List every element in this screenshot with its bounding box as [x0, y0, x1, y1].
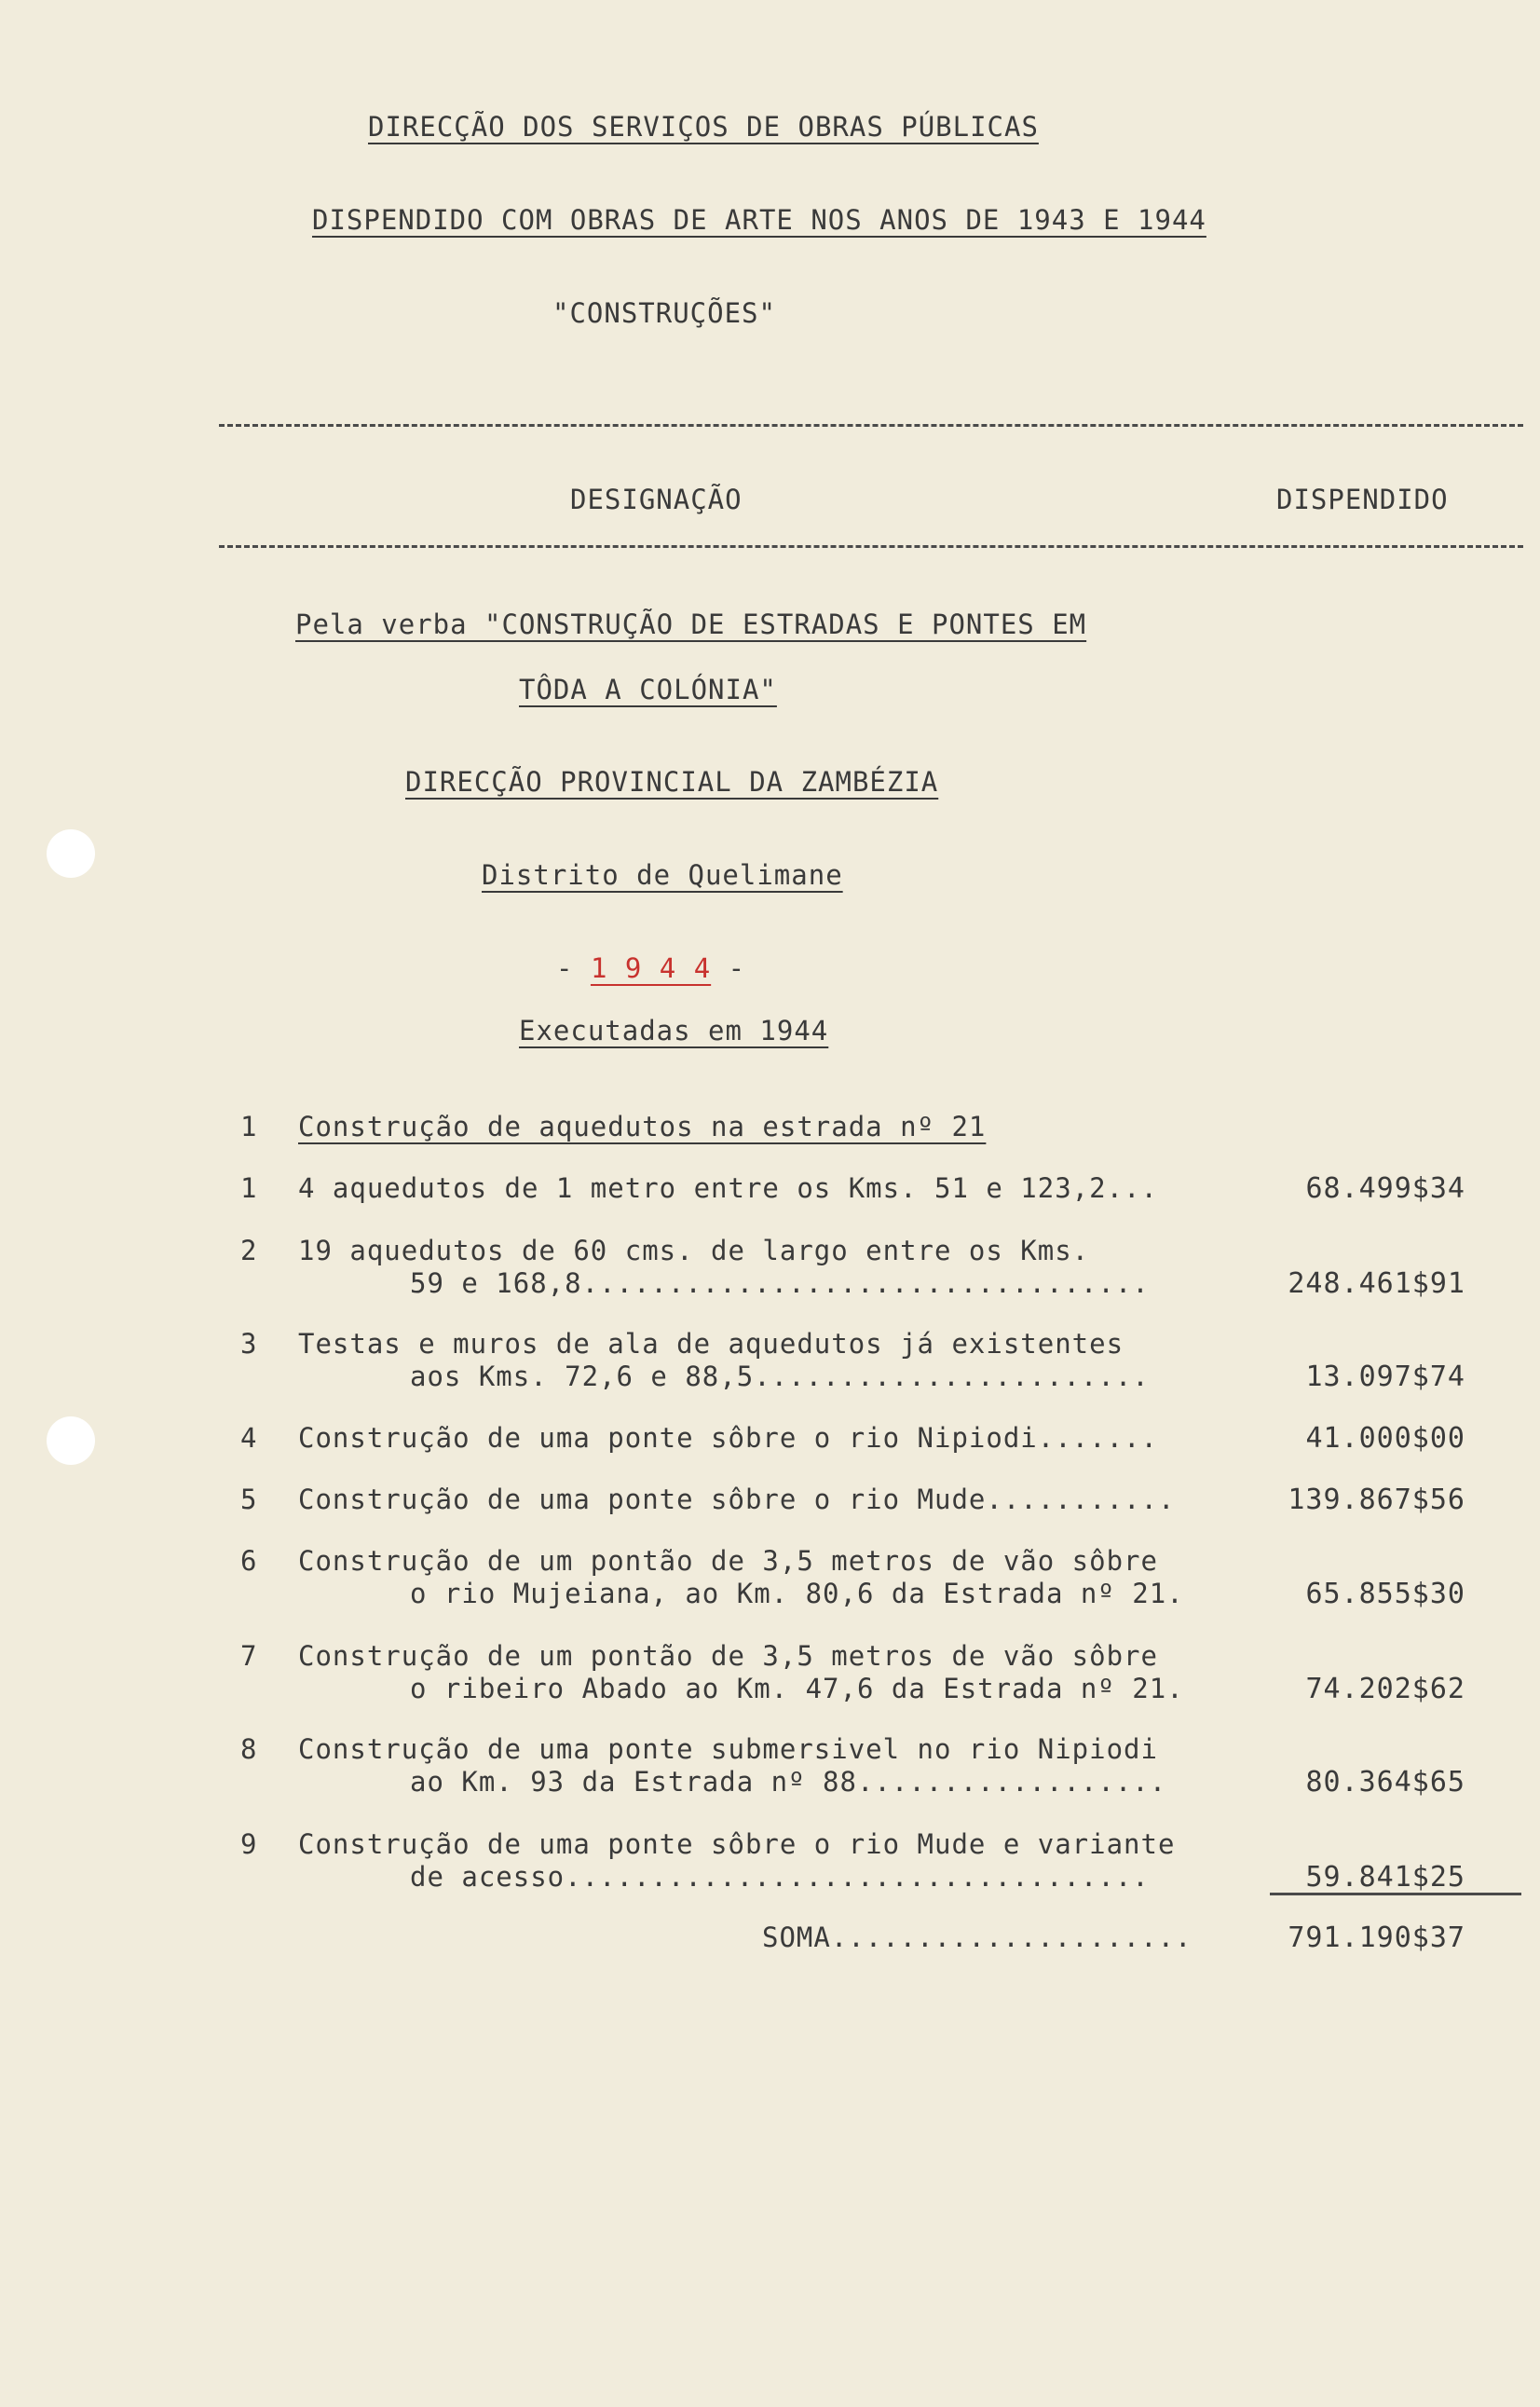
item-number: 6 [240, 1545, 257, 1577]
item-amount: 13.097$74 [1305, 1361, 1465, 1393]
item-description-continued: aos Kms. 72,6 e 88,5....................... [410, 1361, 1150, 1392]
item-description-continued: 59 e 168,8................................. [410, 1267, 1150, 1299]
item-description-continued: ao Km. 93 da Estrada nº 88.................. [410, 1766, 1167, 1798]
item-amount: 41.000$00 [1305, 1422, 1465, 1455]
item-description: 4 aquedutos de 1 metro entre os Kms. 51 e 123,2... [298, 1172, 1158, 1204]
divider-top [219, 424, 1523, 427]
item-number: 1 [240, 1172, 257, 1204]
section-number: 1 [240, 1111, 257, 1142]
year-prefix: - [556, 952, 574, 984]
item-description: Construção de uma ponte sôbre o rio Mude........... [298, 1484, 1176, 1515]
section-title: Construção de aquedutos na estrada nº 21 [298, 1111, 987, 1142]
budget-line-1: Pela verba "CONSTRUÇÃO DE ESTRADAS E PONTES EM [295, 609, 1087, 640]
item-number: 4 [240, 1422, 257, 1454]
punch-hole-top [47, 829, 95, 878]
provincial-direction: DIRECÇÃO PROVINCIAL DA ZAMBÉZIA [405, 766, 939, 798]
item-amount: 68.499$34 [1305, 1172, 1465, 1205]
budget-line-2: TÔDA A COLÓNIA" [519, 674, 777, 705]
item-amount: 248.461$91 [1288, 1267, 1465, 1300]
item-description: Construção de uma ponte sôbre o rio Mude e variante [298, 1828, 1176, 1860]
item-description: Construção de uma ponte submersivel no rio Nipiodi [298, 1733, 1158, 1765]
item-amount: 65.855$30 [1305, 1578, 1465, 1610]
item-description-continued: de acesso.................................. [410, 1861, 1150, 1893]
year-heading [556, 952, 746, 984]
item-number: 7 [240, 1640, 257, 1672]
header-subtitle: DISPENDIDO COM OBRAS DE ARTE NOS ANOS DE 1943 E 1944 [312, 204, 1206, 236]
divider-bottom [219, 545, 1523, 548]
item-number: 2 [240, 1235, 257, 1266]
header-title: DIRECÇÃO DOS SERVIÇOS DE OBRAS PÚBLICAS [368, 111, 1039, 143]
header-category: "CONSTRUÇÕES" [552, 297, 776, 329]
punch-hole-bottom [47, 1416, 95, 1465]
total-underline [1270, 1893, 1521, 1895]
column-header-designation: DESIGNAÇÃO [570, 484, 743, 515]
item-amount: 80.364$65 [1305, 1766, 1465, 1798]
item-number: 9 [240, 1828, 257, 1860]
item-amount: 59.841$25 [1305, 1861, 1465, 1894]
item-amount: 74.202$62 [1305, 1673, 1465, 1705]
item-description: Construção de uma ponte sôbre o rio Nipiodi....... [298, 1422, 1158, 1454]
total-label: SOMA..................... [762, 1921, 1192, 1953]
year-suffix: - [728, 952, 746, 984]
column-header-spent: DISPENDIDO [1276, 484, 1449, 515]
item-description: Testas e muros de ala de aquedutos já existentes [298, 1328, 1124, 1360]
item-amount: 139.867$56 [1288, 1484, 1465, 1516]
district-name: Distrito de Quelimane [482, 859, 843, 891]
item-description: 19 aquedutos de 60 cms. de largo entre os Kms. [298, 1235, 1090, 1266]
executed-heading: Executadas em 1944 [519, 1015, 829, 1046]
item-number: 5 [240, 1484, 257, 1515]
item-description: Construção de um pontão de 3,5 metros de vão sôbre [298, 1545, 1158, 1577]
year-value: 1 9 4 4 [590, 952, 712, 984]
item-description-continued: o ribeiro Abado ao Km. 47,6 da Estrada nº 21. [410, 1673, 1184, 1704]
item-description-continued: o rio Mujeiana, ao Km. 80,6 da Estrada nº 21. [410, 1578, 1184, 1609]
item-description: Construção de um pontão de 3,5 metros de vão sôbre [298, 1640, 1158, 1672]
item-number: 8 [240, 1733, 257, 1765]
item-number: 3 [240, 1328, 257, 1360]
total-amount: 791.190$37 [1288, 1921, 1465, 1954]
